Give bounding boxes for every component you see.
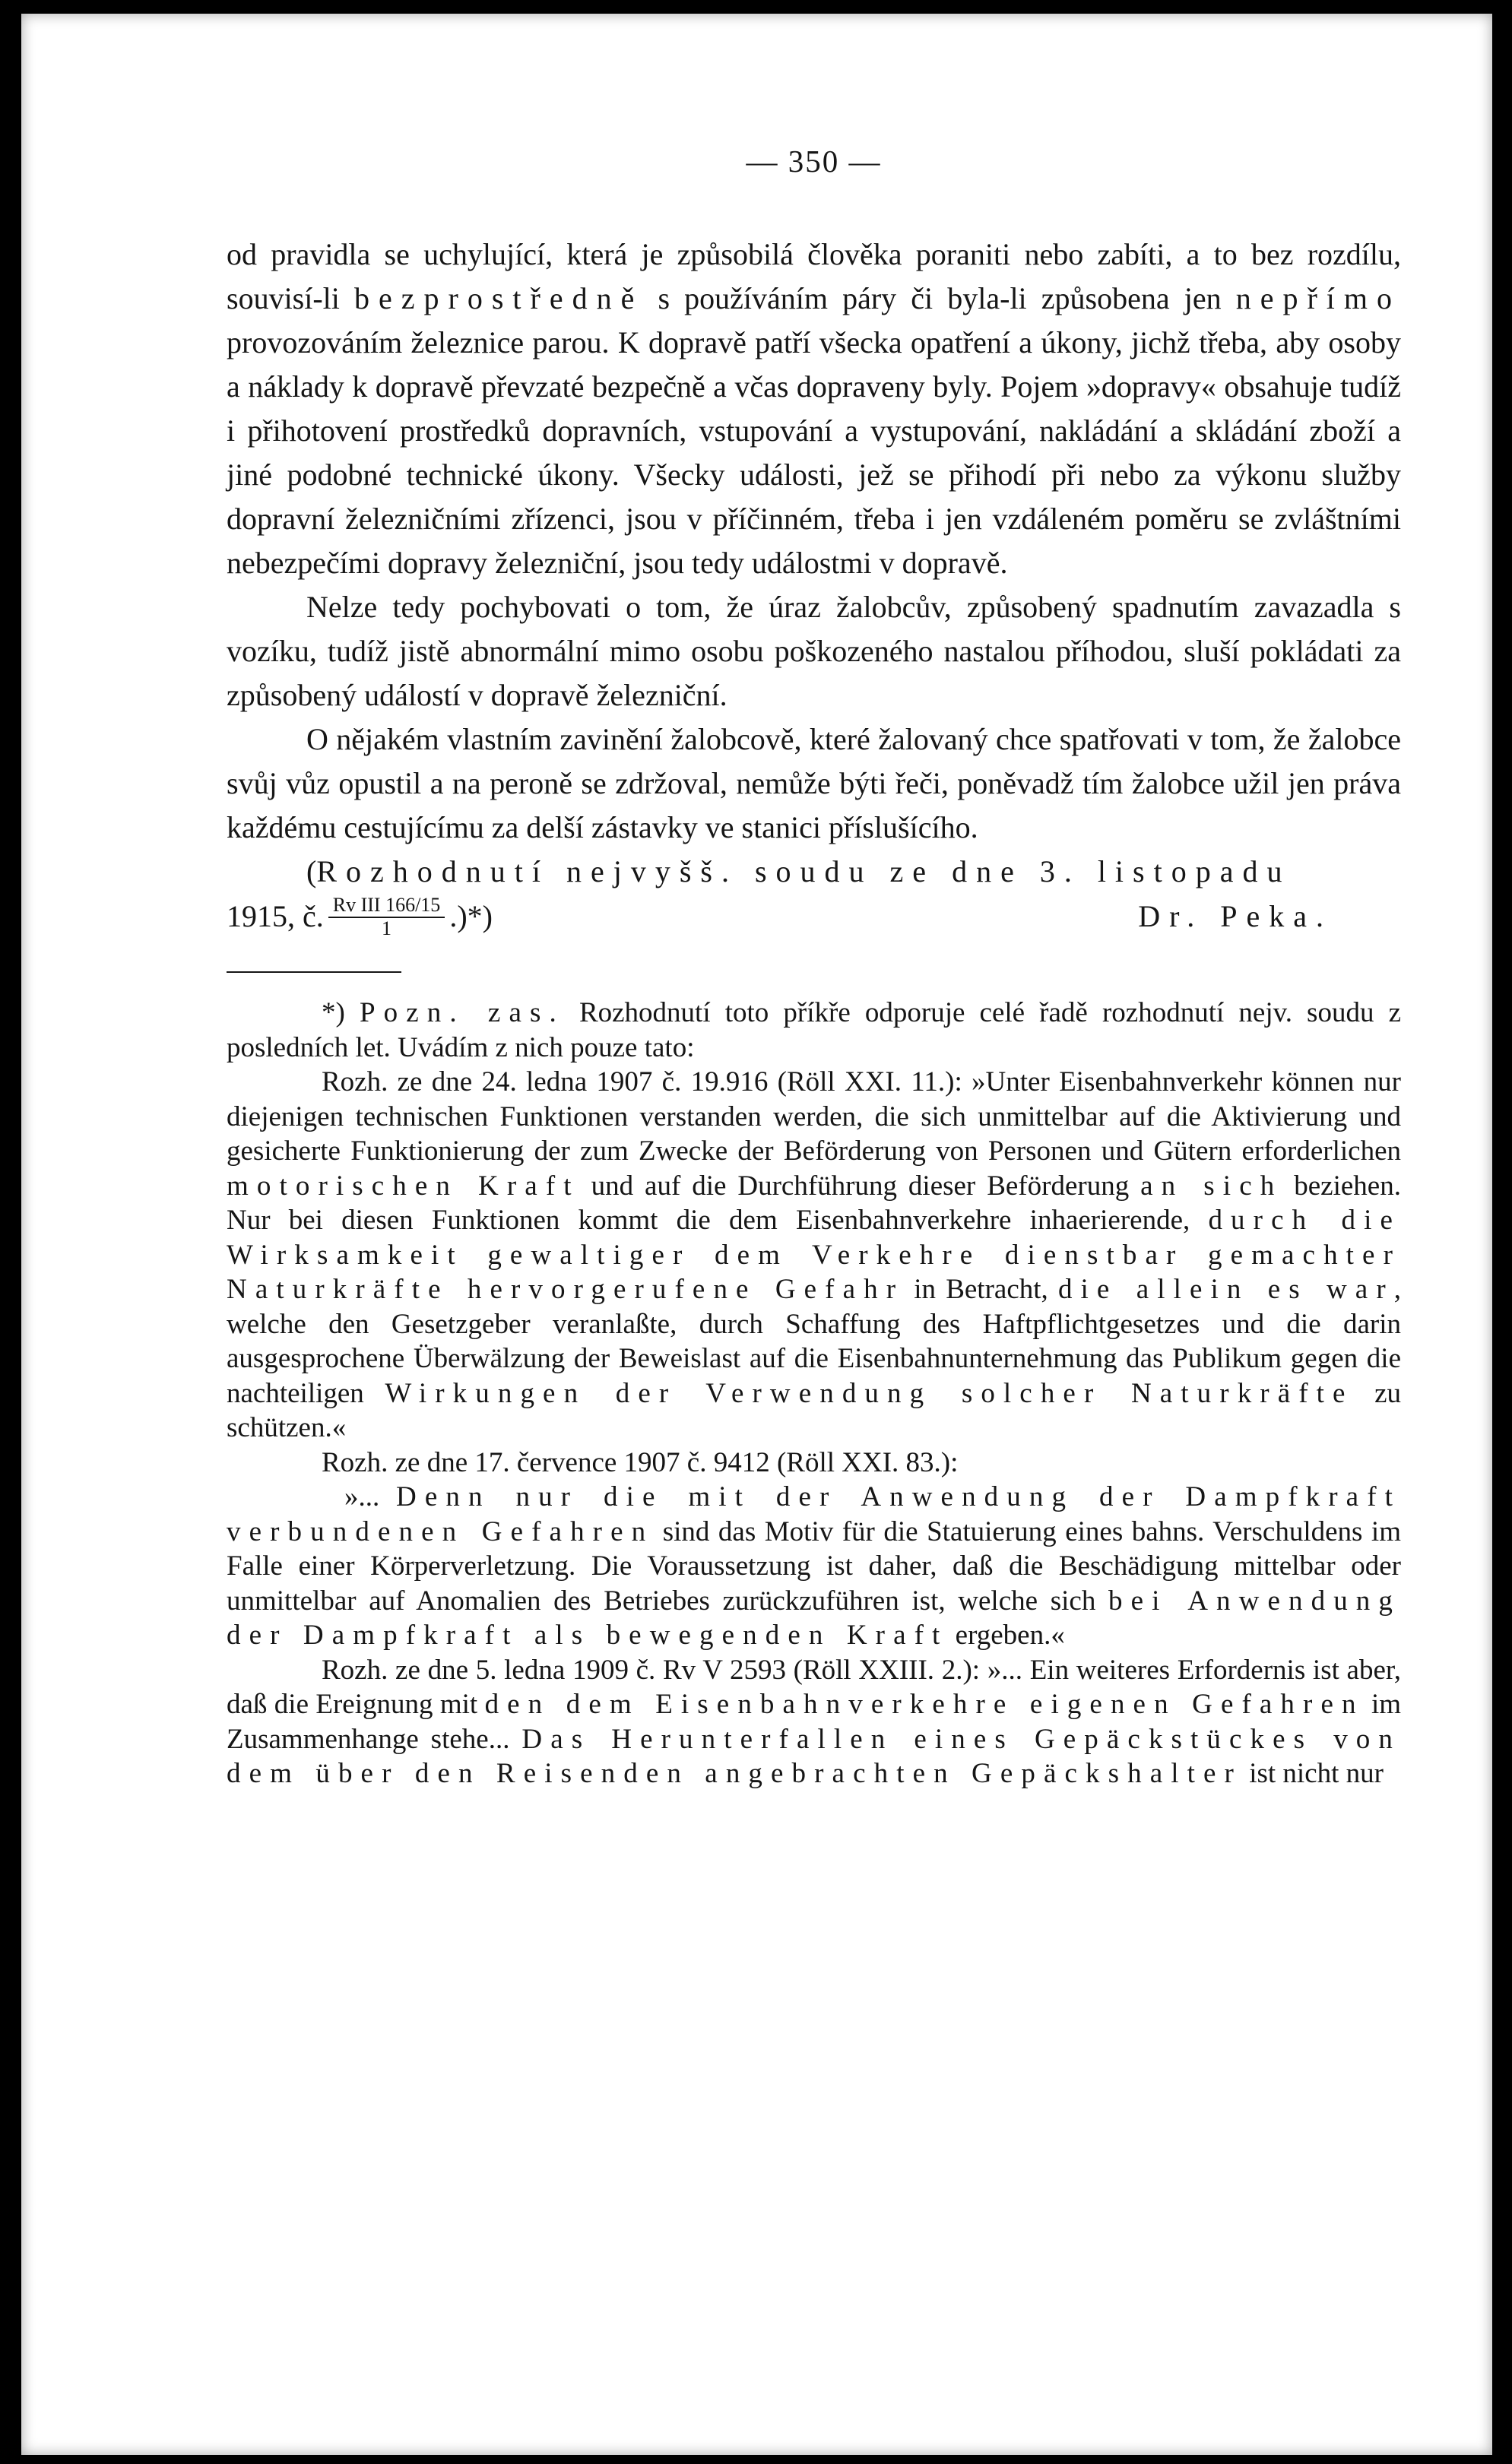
footnote-decision-2-quote: [227, 1480, 1401, 1653]
footnote-mark: *): [322, 997, 360, 1028]
spaced-text: Denn nur die mit der Anwendung der Dampfkraft verbundenen Gefahren: [227, 1481, 1401, 1547]
spaced-text: den dem Eisenbahnverkehre eigenen Gefahren: [484, 1689, 1365, 1720]
case-reference: [328, 894, 445, 939]
footnote-intro: [227, 996, 1401, 1065]
text-run: Rozhodnutí toto příkře odporuje celé řadě rozhodnutí nejv. soudu z posledních let. Uvádím z nich pouze tato:: [227, 997, 1402, 1063]
spaced-text: Das Herunterfallen eines Gepäckstückes von dem über den Reisenden angebrachten Gepäckshalter: [227, 1723, 1401, 1789]
spaced-text: bei Anwendung der Dampfkraft als bewegenden Kraft: [227, 1585, 1401, 1651]
decision-line-1: [227, 850, 1401, 894]
text-run: »...: [344, 1481, 397, 1512]
text-run: od pravidla se uchylující, která je způsobilá člověka poraniti nebo zabíti, a to bez rozdílu, souvisí-li: [227, 237, 1401, 315]
decision-label: Rozhodnutí nejvyšš. soudu ze dne 3. listopadu: [316, 854, 1292, 888]
decision-line-2: [227, 894, 1401, 939]
main-text: [227, 233, 1401, 850]
text-run: ergeben.«: [948, 1620, 1065, 1651]
spaced-text: durch die Wirksamkeit gewaltiger dem Verkehre dienstbar gemachter Naturkräfte hervorgerufene Gefahr: [227, 1205, 1401, 1305]
text-run: im Zusammenhange stehe...: [227, 1689, 1402, 1755]
spaced-text: die allein es war: [1057, 1274, 1394, 1305]
text-run: zu schützen.«: [227, 1377, 1401, 1443]
footnote-marker: .)*): [449, 899, 493, 933]
paragraph-3: O nějakém vlastním zavinění žalobcově, které žalovaný chce spatřovati v tom, že žalobce svůj vůz opustil a na peroně se zdržoval, nemůže býti řeči, poněvadž tím žalobce užil jen práva každému cestujícímu za delší zástavky ve stanici příslušícího.: [227, 722, 1401, 844]
text-run: Rozh. ze dne 5. ledna 1909 č. Rv V 2593 (Röll XXIII. 2.): »... Ein weiteres Erfordernis ist aber, daß die Ereignung mit: [227, 1654, 1401, 1720]
page: [21, 14, 1492, 2455]
text-run: , welche den Gesetzgeber veranlaßte, durch Schaffung des Haftpflichtgesetzes und die darin ausgesprochene Überwälzung der Beweislast auf die Eisenbahnunternehmung das Publikum gegen die nachteiligen: [227, 1274, 1402, 1409]
text-run: Rozh. ze dne 24. ledna 1907 č. 19.916 (Röll XXI. 11.): »Unter Eisenbahnverkehr können nur diejenigen technischen Funktionen verstanden werden, die sich unmittelbar auf die Aktivierung und gesicherte Funktionierung der zum Zwecke der Beförderung von Personen und Gütern erforderlichen: [227, 1066, 1401, 1167]
text-run: in Betracht,: [904, 1274, 1058, 1305]
spaced-text: nepřímo: [1235, 281, 1401, 315]
paragraph-1: [227, 233, 1401, 585]
decision-citation: [227, 850, 1401, 939]
page-content: [227, 143, 1401, 1791]
footnote-decision-1: [227, 1065, 1401, 1446]
footnote-decision-3: [227, 1653, 1401, 1791]
open-paren: (: [306, 854, 317, 888]
text-run: provozováním železnice parou. K dopravě patří všecka opatření a úkony, jichž třeba, aby osoby a náklady k dopravě převzaté bezpečně a včas dopraveny byly. Pojem »dopravy« obsahuje tudíž i přihotovení prostředků dopravních, vstupování a vystupování, nakládání a skládání zboží a jiné podobné technické úkony. Všecky události, jež se přihodí při nebo za výkonu služby dopravní železničními zřízenci, jsou v příčinném, třeba i jen vzdáleném poměru se zvláštními nebezpečími dopravy železniční, jsou tedy událostmi v dopravě.: [227, 325, 1401, 580]
spaced-text: motorischen Kraft: [227, 1170, 580, 1202]
text-run: sind das Motiv für die Statuierung eines bahns. Verschuldens im Falle einer Körperverletzung. Die Voraussetzung ist daher, daß die Beschädigung mittelbar oder unmittelbar auf Anomalien des Betriebes zurückzuführen ist, welche sich: [227, 1515, 1401, 1617]
text-run: ist nicht nur: [1241, 1758, 1384, 1789]
text-run: und auf die Durchführung dieser Beförderung: [579, 1170, 1141, 1202]
footnote-divider: [227, 971, 401, 973]
footnote: [227, 996, 1401, 1791]
page-number: — 350 —: [746, 144, 882, 179]
author-signature: Dr. Peka.: [1138, 899, 1333, 933]
text-run: s používáním páry či byla-li způsobena jen: [643, 281, 1236, 315]
spaced-text: an sich: [1140, 1170, 1283, 1202]
footnote-label: Pozn. zas.: [359, 997, 565, 1028]
spaced-text: bezprostředně: [354, 281, 644, 315]
text-run: beziehen. Nur bei diesen Funktionen kommt die dem Eisenbahnverkehre inhaerierende,: [227, 1170, 1401, 1236]
case-reference-numerator: Rv III 166/15: [328, 894, 445, 918]
footnote-decision-2-heading: Rozh. ze dne 17. července 1907 č. 9412 (Röll XXI. 83.):: [322, 1446, 959, 1478]
case-reference-denominator: 1: [382, 917, 392, 939]
paragraph-2: Nelze tedy pochybovati o tom, že úraz žalobcův, způsobený spadnutím zavazadla s vozíku, tudíž jistě abnormální mimo osobu poškozeného nastalou příhodou, sluší pokládati za způsobený událostí v dopravě železniční.: [227, 590, 1401, 712]
decision-year: 1915, č.: [227, 899, 324, 933]
spaced-text: Wirkungen der Verwendung solcher Naturkräfte: [385, 1377, 1354, 1409]
